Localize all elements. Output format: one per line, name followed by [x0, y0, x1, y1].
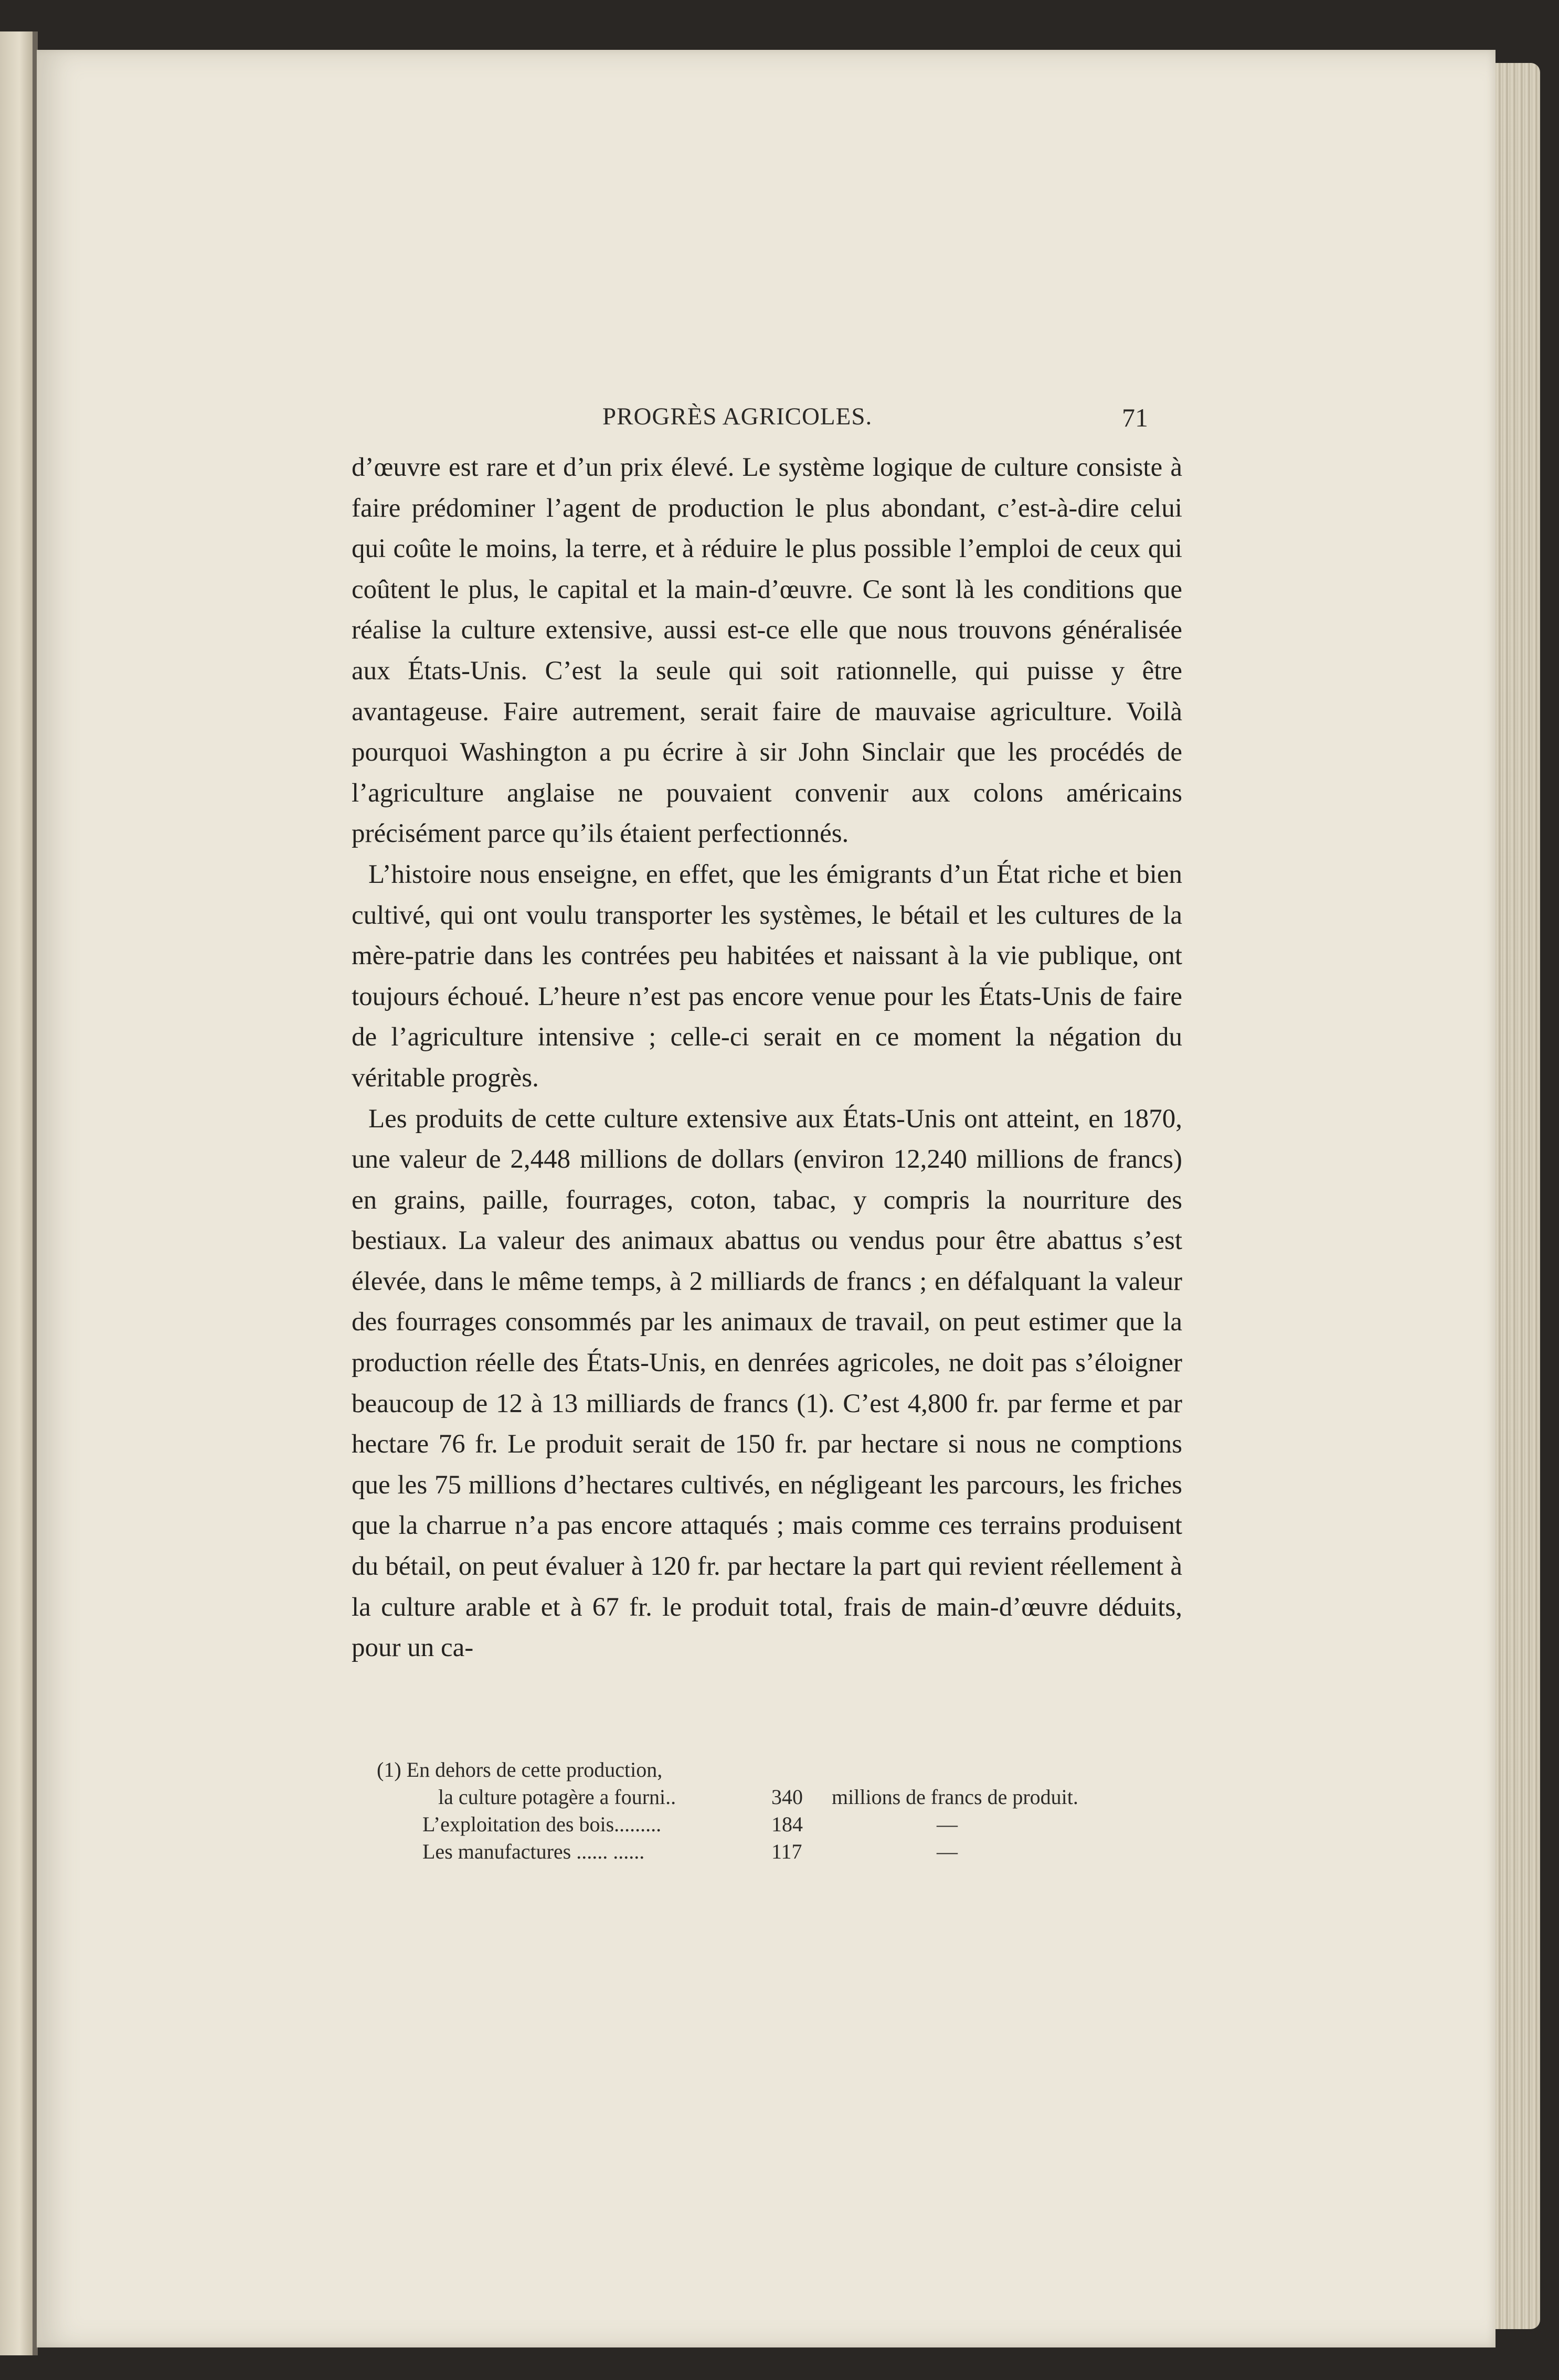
facing-page-edge — [0, 31, 33, 2355]
page-number: 71 — [1122, 403, 1148, 432]
running-head — [37, 402, 1496, 439]
footnote — [352, 1756, 1170, 1865]
footnote-row-value: 184 — [771, 1812, 803, 1836]
footnote-row-value: 117 — [771, 1840, 802, 1863]
running-title: PROGRÈS AGRICOLES. — [602, 403, 873, 430]
footnote-row — [352, 1838, 1170, 1865]
book-page — [37, 50, 1496, 2347]
footnote-row-ditto: — — [937, 1812, 958, 1836]
footnote-row-label: L’exploitation des bois......... — [422, 1812, 662, 1836]
footnote-row-value: 340 — [771, 1785, 803, 1809]
paragraph-1: d’œuvre est rare et d’un prix élevé. Le système logique de culture consiste à faire prédominer l’agent de production le plus abondant, c’est-à-dire celui qui coûte le moins, la terre, et à réduire le plus possible l’emploi de ceux qui coûtent le plus, le capital et la main-d’œuvre. Ce sont là les conditions que réalise la culture extensive, aussi est-ce elle que nous trouvons généralisée aux États-Unis. C’est la seule qui soit rationnelle, qui puisse y être avantageuse. Faire autrement, serait faire de mauvaise agriculture. Voilà pourquoi Washington a pu écrire à sir John Sinclair que les procédés de l’agriculture anglaise ne pouvaient convenir aux colons américains précisément parce qu’ils étaient perfectionnés. — [352, 453, 1182, 849]
body-text — [352, 447, 1182, 1669]
paragraph-3: Les produits de cette culture extensive aux États-Unis ont atteint, en 1870, une valeur de 2,448 millions de dollars (environ 12,240 millions de francs) en grains, paille, fourrages, coton, tabac, y compris la nourriture des bestiaux. La valeur des animaux abattus ou vendus pour être abattus s’est élevée, dans le même temps, à 2 milliards de francs ; en défalquant la valeur des fourrages consommés par les animaux de travail, on peut estimer que la production réelle des États-Unis, en denrées agricoles, ne doit pas s’éloigner beaucoup de 12 à 13 milliards de francs (1). C’est 4,800 fr. par ferme et par hectare 76 fr. Le produit serait de 150 fr. par hectare si nous ne comptions que les 75 millions d’hectares cultivés, en négligeant les parcours, les friches que la charrue n’a pas encore attaqués ; mais comme ces terrains produisent du bétail, on peut évaluer à 120 fr. par hectare la part qui revient réellement à la culture arable et à 67 fr. le produit total, frais de main-d’œuvre déduits, pour un ca- — [352, 1104, 1182, 1663]
footnote-row-ditto: — — [937, 1840, 958, 1863]
footnote-intro: (1) En dehors de cette production, — [377, 1758, 663, 1781]
footnote-row — [352, 1811, 1170, 1838]
footnote-row — [352, 1784, 1170, 1811]
footnote-row-label: la culture potagère a fourni.. — [438, 1785, 676, 1809]
footnote-row-label: Les manufactures ...... ...... — [422, 1840, 645, 1863]
footnote-row-unit: millions de francs de produit. — [832, 1785, 1078, 1809]
paragraph-2: L’histoire nous enseigne, en effet, que les émigrants d’un État riche et bien cultivé, qui ont voulu transporter les systèmes, le bétail et les cultures de la mère-patrie dans les contrées peu habitées et naissant à la vie publique, ont toujours échoué. L’heure n’est pas encore venue pour les États-Unis de faire de l’agriculture intensive ; celle-ci serait en ce moment la négation du véritable progrès. — [352, 859, 1182, 1093]
